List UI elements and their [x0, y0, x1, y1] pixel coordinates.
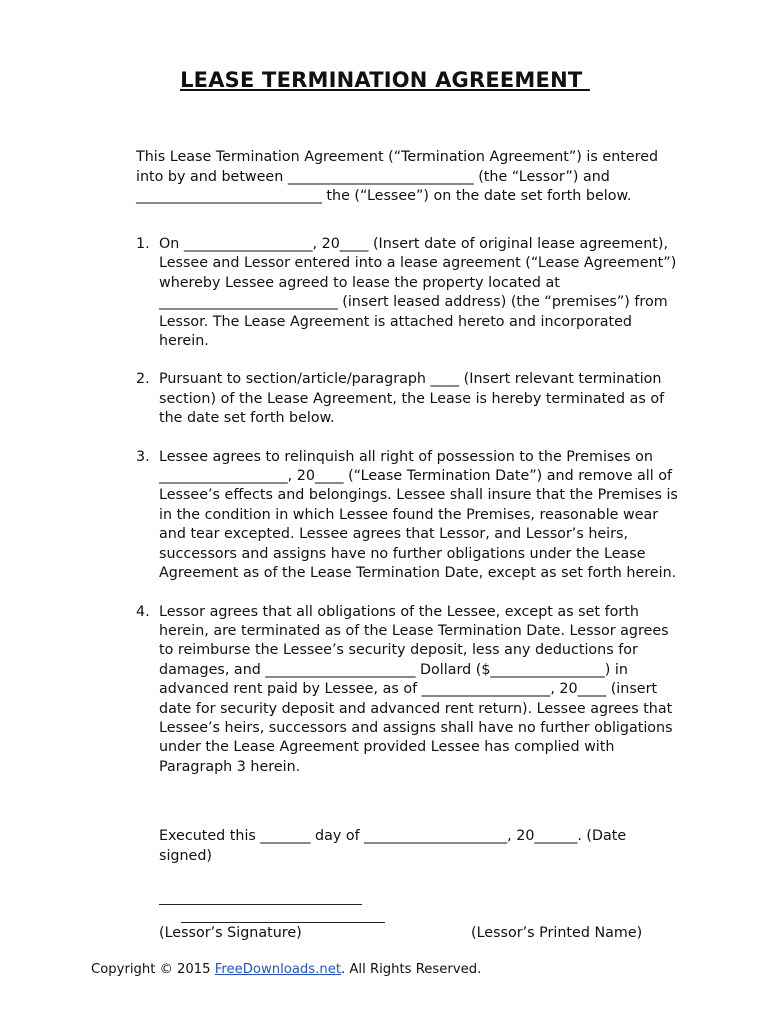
copyright-prefix: Copyright © 2015: [91, 962, 215, 977]
document-title: LEASE TERMINATION AGREEMENT: [180, 68, 590, 92]
clause-number: 2.: [136, 371, 150, 388]
clause-number: 3.: [136, 448, 150, 465]
clause-text: Lessor agrees that all obligations of the Lessee, except as set forth herein, are terminated as of the Lease Termination Date. Lessor agrees to reimburse the Lessee’s security deposit, less any deductions for damages, and _____________________ Dollard ($________________) in advanced rent paid by Lessee, as of __________________, 20____ (insert date for security deposit and advanced rent return). Lessee agrees that Lessee’s heirs, successors and assigns shall have no further obligations under the Lease Agreement provided Lessee has complied with Paragraph 3 herein.: [159, 603, 673, 775]
clause-text: Pursuant to section/article/paragraph ____ (Insert relevant termination section) of the Lease Agreement, the Lease is hereby terminated as of the date set forth below.: [159, 371, 665, 427]
clause-item: [136, 448, 681, 584]
clause-text: Lessee agrees to relinquish all right of possession to the Premises on __________________, 20____ (“Lease Termination Date”) and remove all of Lessee’s effects and belongings. Lessee shall insure that the Premises is in the condition in which Lessee found the Premises, reasonable wear and tear excepted. Lessee agrees that Lessor, and Lessor’s heirs, successors and assigns have no further obligations under the Lease Agreement as of the Lease Termination Date, except as set forth herein.: [159, 448, 678, 582]
intro-paragraph: This Lease Termination Agreement (“Termination Agreement”) is entered into by and between __________________________ (the “Lessor”) and __________________________ the (“Lessee”) on the date set forth below.: [136, 149, 659, 204]
copyright-footer: [91, 961, 481, 979]
clause-number: 1.: [136, 236, 150, 252]
lessor-printed-name-line: [181, 922, 385, 923]
clause-list: [136, 235, 681, 796]
clause-text: On __________________, 20____ (Insert date of original lease agreement), Lessee and Lessor entered into a lease agreement (“Lease Agreement”) whereby Lessee agreed to lease the property located at _________________________ (insert leased address) (the “premises”) from Lessor. The Lease Agreement is attached hereto and incorporated herein.: [159, 236, 677, 350]
clause-item: [136, 235, 681, 351]
freedownloads-link[interactable]: FreeDownloads.net: [214, 962, 342, 977]
lessor-signature-label: (Lessor’s Signature): [159, 925, 302, 941]
lessor-signature-line: [159, 904, 362, 905]
clause-item: [136, 370, 681, 428]
clause-item: [136, 603, 681, 778]
lessor-printed-name-label: (Lessor’s Printed Name): [471, 925, 643, 941]
clause-number: 4.: [136, 603, 150, 620]
copyright-suffix: . All Rights Reserved.: [341, 962, 482, 977]
executed-line: Executed this _______ day of ____________________, 20______. (Date signed): [159, 828, 627, 864]
